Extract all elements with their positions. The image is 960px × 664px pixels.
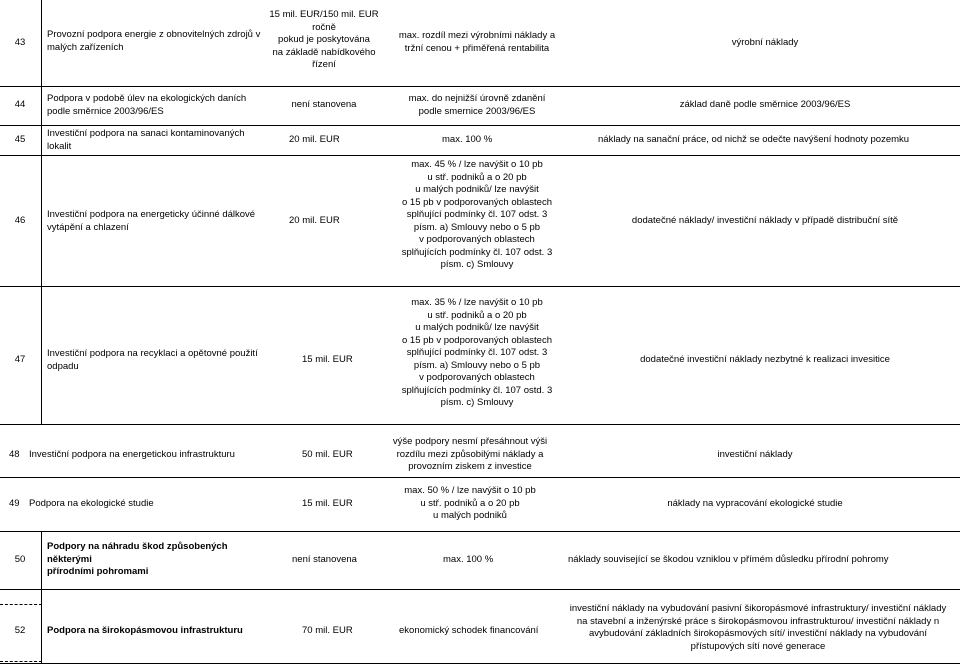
aid-limit: 20 mil. EUR bbox=[289, 215, 340, 226]
row-divider bbox=[0, 477, 960, 478]
aid-intensity: max. 100 % bbox=[442, 134, 493, 145]
aid-intensity: max. rozdíl mezi výrobními náklady a tržní cenou + přiměřená rentabilita bbox=[398, 30, 556, 54]
aid-limit: 70 mil. EUR bbox=[302, 625, 353, 636]
row-divider bbox=[0, 125, 960, 126]
row-divider bbox=[0, 424, 960, 425]
row-number: 43 bbox=[14, 37, 26, 48]
row-number: 49 bbox=[9, 498, 20, 509]
row-number: 50 bbox=[14, 554, 26, 565]
aid-limit: 15 mil. EUR bbox=[302, 354, 353, 365]
row-number: 46 bbox=[14, 215, 26, 226]
row-number: 44 bbox=[14, 99, 26, 110]
row-divider bbox=[0, 286, 960, 287]
dashed-margin bbox=[0, 661, 42, 662]
row-title: Podpora v podobě úlev na ekologických daních podle směrnice 2003/96/ES bbox=[47, 93, 247, 117]
row-title: Provozní podpora energie z obnovitelných zdrojů v malých zařízeních bbox=[47, 29, 261, 53]
row-divider bbox=[0, 589, 960, 590]
row-divider bbox=[0, 86, 960, 87]
aid-limit: 15 mil. EUR/150 mil. EUR ročně pokud je poskytována na základě nabídkového řízení bbox=[269, 9, 379, 70]
aid-intensity: max. 45 % / lze navýšit o 10 pb u stř. podniků a o 20 pb u malých podniků/ lze navýšit o 15 pb v podporovaných oblastech splňující podmínky čl. 107 odst. 3 písm. a) Smlouvy nebo o 5 pb v podporovaných oblastech splňujících podmínky čl. 107 odst. 3 písm. c) Smlouvy bbox=[401, 159, 553, 270]
aid-limit: 20 mil. EUR bbox=[289, 134, 340, 145]
row-title: Podpora na širokopásmovou infrastrukturu bbox=[47, 625, 243, 636]
aid-limit: 15 mil. EUR bbox=[302, 498, 353, 509]
aid-intensity: max. 50 % / lze navýšit o 10 pb u stř. podniků a o 20 pb u malých podniků bbox=[404, 485, 536, 521]
row-number: 48 bbox=[9, 449, 20, 460]
row-title: Investiční podpora na recyklaci a opětovné použití odpadu bbox=[47, 348, 258, 372]
aid-limit: není stanovena bbox=[292, 554, 357, 565]
row-number: 47 bbox=[14, 354, 26, 365]
row-divider bbox=[0, 155, 960, 156]
eligible-costs: dodatečné náklady/ investiční náklady v případě distribuční sítě bbox=[631, 215, 899, 226]
row-title: Podpory na náhradu škod způsobených některými přírodními pohromami bbox=[47, 541, 228, 577]
eligible-costs: dodatečné investiční náklady nezbytné k realizaci invesitice bbox=[640, 354, 890, 365]
aid-intensity: max. 35 % / lze navýšit o 10 pb u stř. podniků a o 20 pb u malých podniků/ lze navýšit o 15 pb v podporovaných oblastech splňující podmínky čl. 107 odst. 3 písm. a) Smlouvy nebo o 5 pb v podporovaných oblastech splňujících podmínky čl. 107 ostd. 3 písm. c) Smlouvy bbox=[401, 297, 553, 408]
aid-limit: není stanovena bbox=[291, 99, 357, 110]
row-divider bbox=[0, 531, 960, 532]
eligible-costs: náklady na vypracování ekologické studie bbox=[667, 498, 843, 509]
col-divider bbox=[41, 531, 42, 663]
row-title: Investiční podpora na sanaci kontaminovaných lokalit bbox=[47, 128, 245, 152]
eligible-costs: náklady na sanační práce, od nichž se odečte navýšení hodnoty pozemku bbox=[598, 134, 910, 145]
col-divider bbox=[41, 0, 42, 424]
aid-intensity: výše podpory nesmí přesáhnout výši rozdílu mezi způsobilými náklady a provozním ziskem z investice bbox=[392, 436, 548, 472]
aid-limit: 50 mil. EUR bbox=[302, 449, 353, 460]
eligible-costs: investiční náklady bbox=[717, 449, 793, 460]
row-number: 52 bbox=[14, 625, 26, 636]
row-title: Investiční podpora na energeticky účinné dálkové vytápění a chlazení bbox=[47, 209, 256, 233]
eligible-costs: výrobní náklady bbox=[731, 37, 799, 48]
aid-intensity: max. do nejnižší úrovně zdanění podle smernice 2003/96/ES bbox=[408, 93, 546, 117]
aid-intensity: max. 100 % bbox=[443, 554, 494, 565]
row-title: Investiční podpora na energetickou infrastrukturu bbox=[29, 449, 235, 460]
eligible-costs: náklady související se škodou vzniklou v přímém důsledku přírodní pohromy bbox=[568, 554, 889, 565]
row-number: 45 bbox=[14, 134, 26, 145]
row-title: Podpora na ekologické studie bbox=[29, 498, 154, 509]
dashed-margin bbox=[0, 604, 42, 605]
eligible-costs: investiční náklady na vybudování pasivní šikoropásmové infrastruktury/ investiční náklady na stavební a inženýrské práce s širokopásmovou infrastrukturou/ investiční náklady n avybudování základních širokopásmových sítí/ investiční náklady na vybudování přístupových sítí nové generace bbox=[569, 603, 947, 652]
aid-intensity: ekonomický schodek financování bbox=[399, 625, 539, 636]
eligible-costs: základ daně podle směrnice 2003/96/ES bbox=[679, 99, 851, 110]
